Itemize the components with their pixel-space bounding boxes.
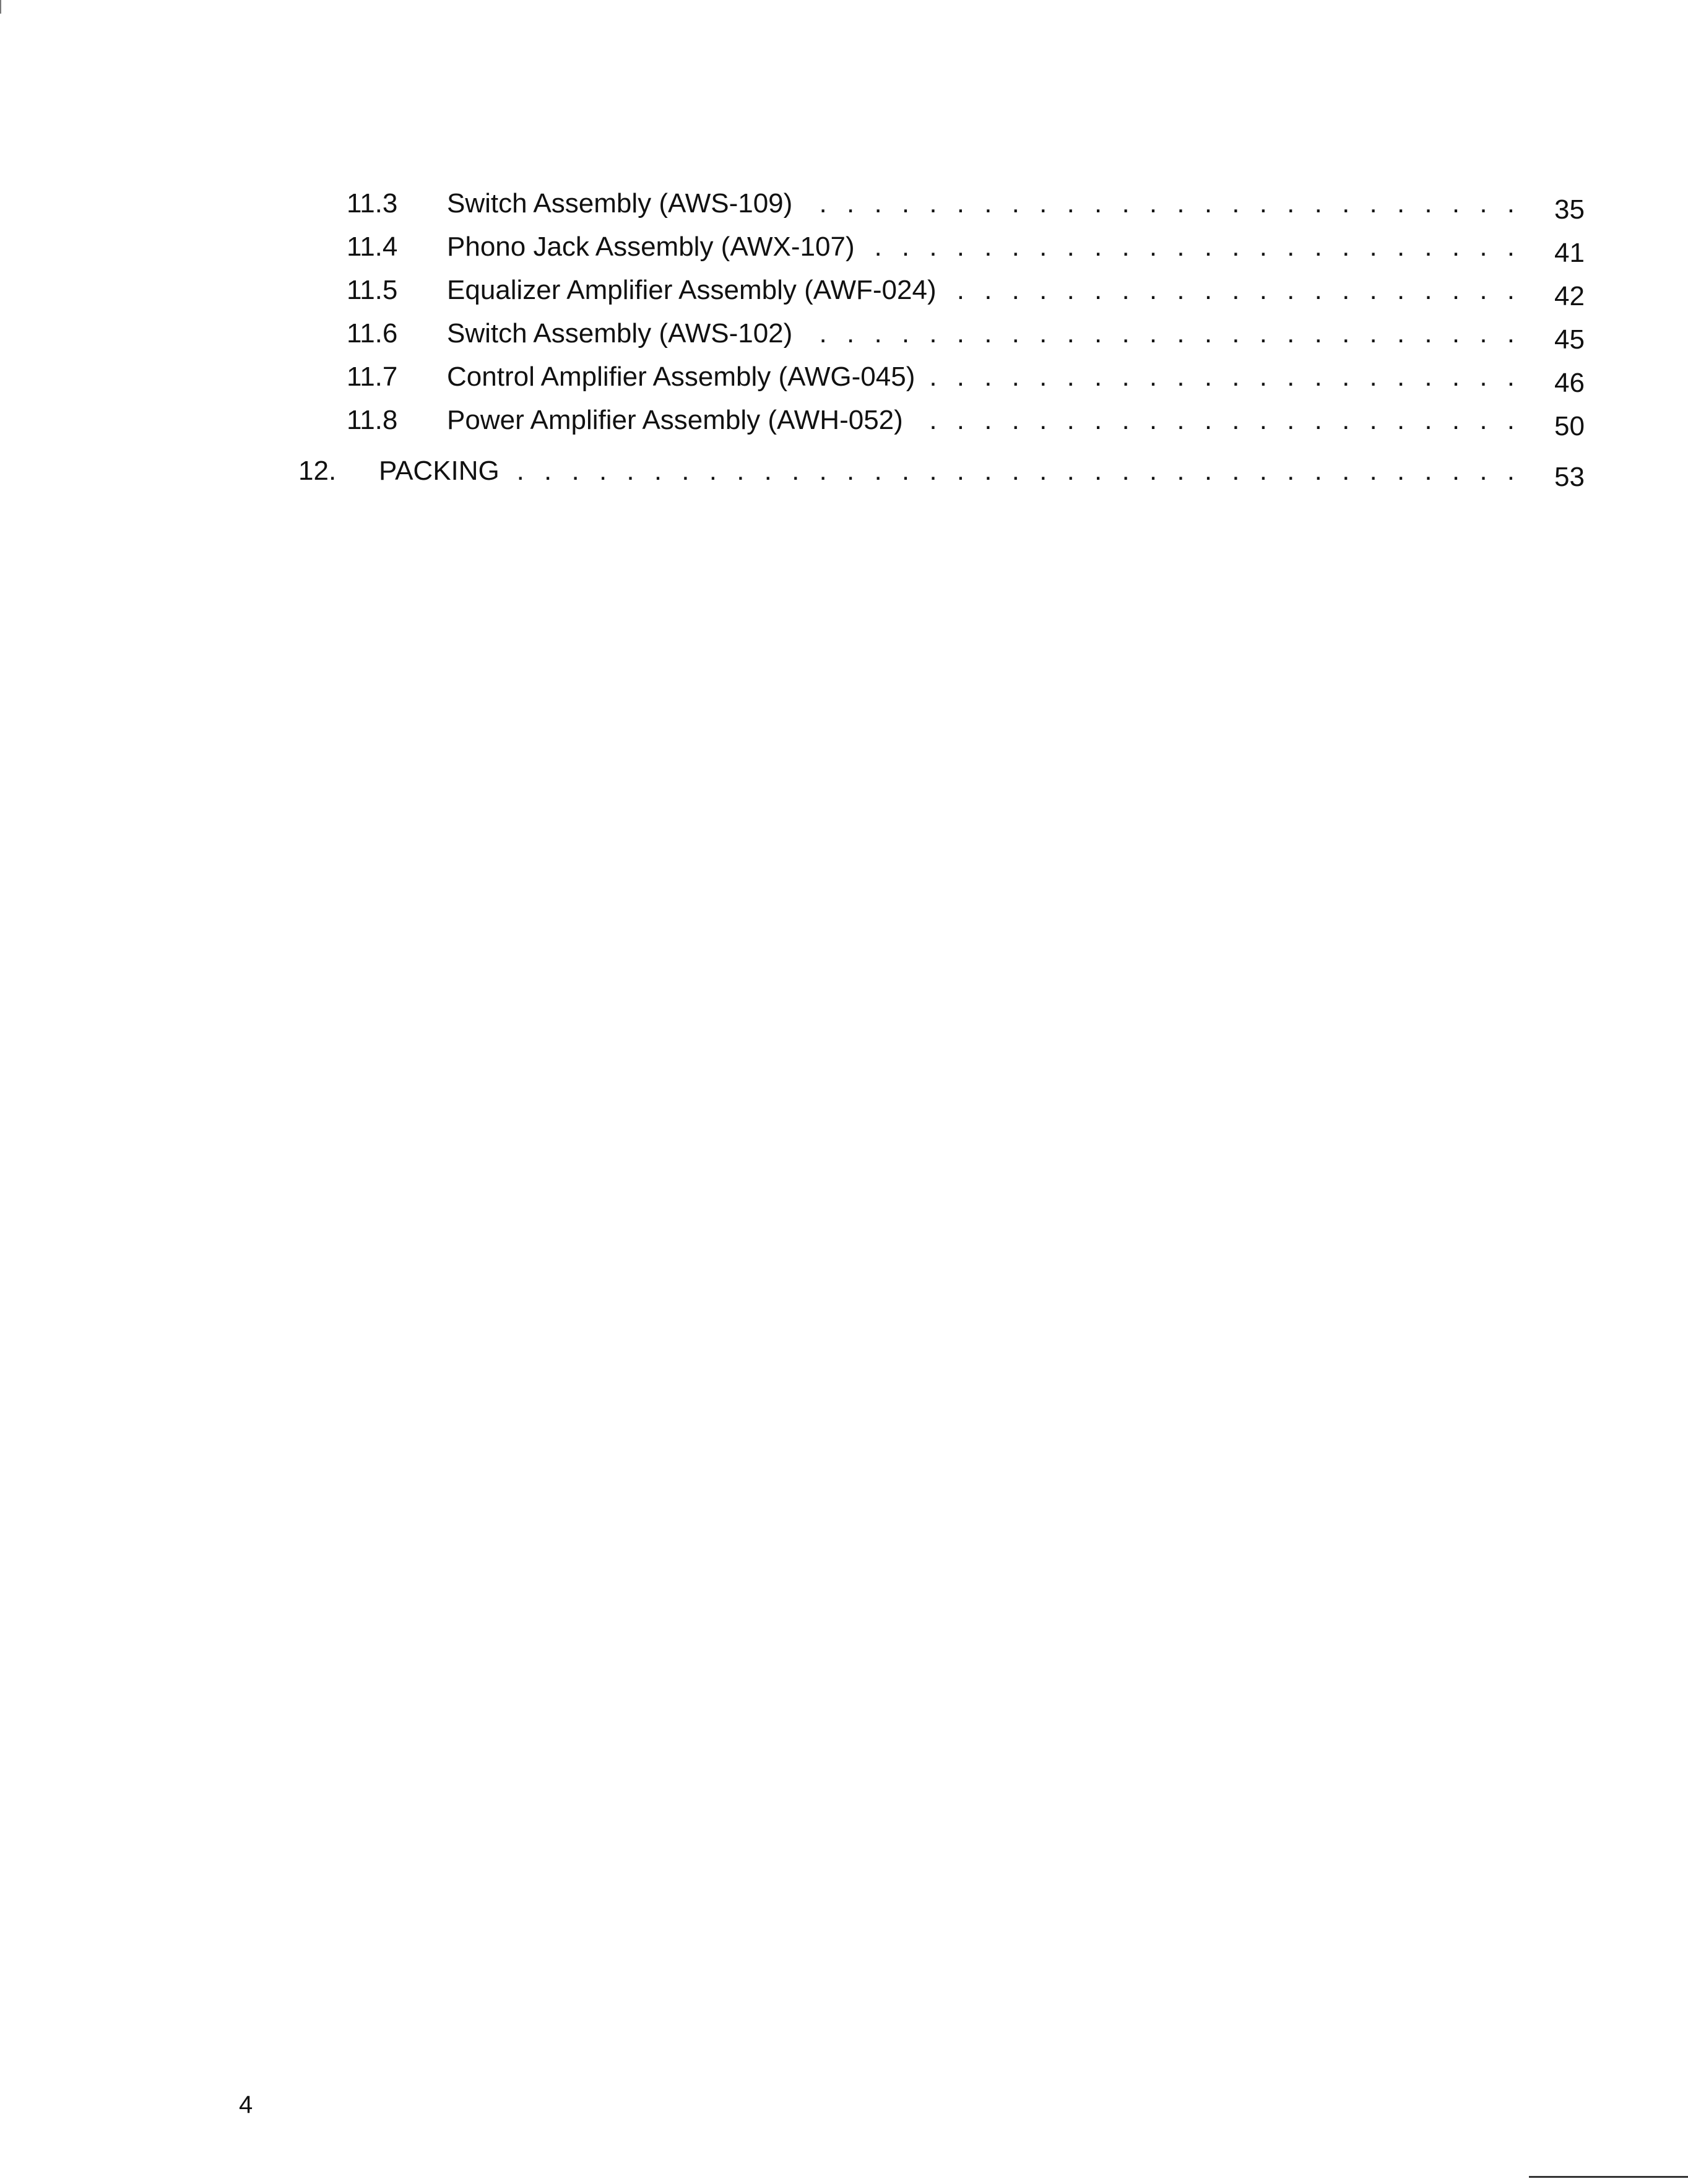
toc-entry-number: 11.8 xyxy=(347,405,398,435)
dot-leader xyxy=(950,269,1521,312)
toc-entry-number: 11.4 xyxy=(347,232,398,262)
toc-entry-page: 50 xyxy=(1554,411,1585,441)
dot-leader xyxy=(513,449,1521,493)
toc-entry-title: Power Amplifier Assembly (AWH-052) xyxy=(447,405,903,435)
toc-entry-number: 11.6 xyxy=(347,318,398,349)
table-of-contents xyxy=(0,0,1688,557)
toc-entry-page: 53 xyxy=(1554,462,1585,492)
dot-leader xyxy=(806,182,1521,225)
toc-entry-11-6 xyxy=(0,312,1688,355)
toc-entry-11-5 xyxy=(0,269,1688,312)
toc-entry-number: 11.3 xyxy=(347,188,398,219)
dot-leader xyxy=(806,312,1521,355)
toc-entry-number: 11.5 xyxy=(347,275,398,305)
toc-entry-page: 41 xyxy=(1554,238,1585,268)
toc-entry-title: Phono Jack Assembly (AWX-107) xyxy=(447,232,855,262)
dot-leader xyxy=(868,225,1521,269)
page-number: 4 xyxy=(239,2091,253,2118)
toc-entry-11-8 xyxy=(0,399,1688,442)
dot-leader xyxy=(917,399,1521,442)
toc-entry-11-3 xyxy=(0,182,1688,225)
toc-entry-number: 11.7 xyxy=(347,362,398,392)
corner-rule xyxy=(1529,2176,1688,2178)
toc-entry-title: Switch Assembly (AWS-109) xyxy=(447,188,793,219)
toc-entry-title: Equalizer Amplifier Assembly (AWF-024) xyxy=(447,275,937,305)
toc-entry-12 xyxy=(0,449,1688,493)
dot-leader xyxy=(928,355,1521,399)
toc-entry-11-4 xyxy=(0,225,1688,269)
toc-entry-page: 46 xyxy=(1554,368,1585,398)
toc-entry-page: 42 xyxy=(1554,281,1585,311)
toc-entry-page: 45 xyxy=(1554,324,1585,355)
toc-entry-number: 12. xyxy=(298,456,337,486)
toc-entry-title: PACKING xyxy=(379,456,500,486)
toc-entry-title: Control Amplifier Assembly (AWG-045) xyxy=(447,362,915,392)
toc-entry-11-7 xyxy=(0,355,1688,399)
toc-entry-page: 35 xyxy=(1554,194,1585,225)
toc-entry-title: Switch Assembly (AWS-102) xyxy=(447,318,793,349)
